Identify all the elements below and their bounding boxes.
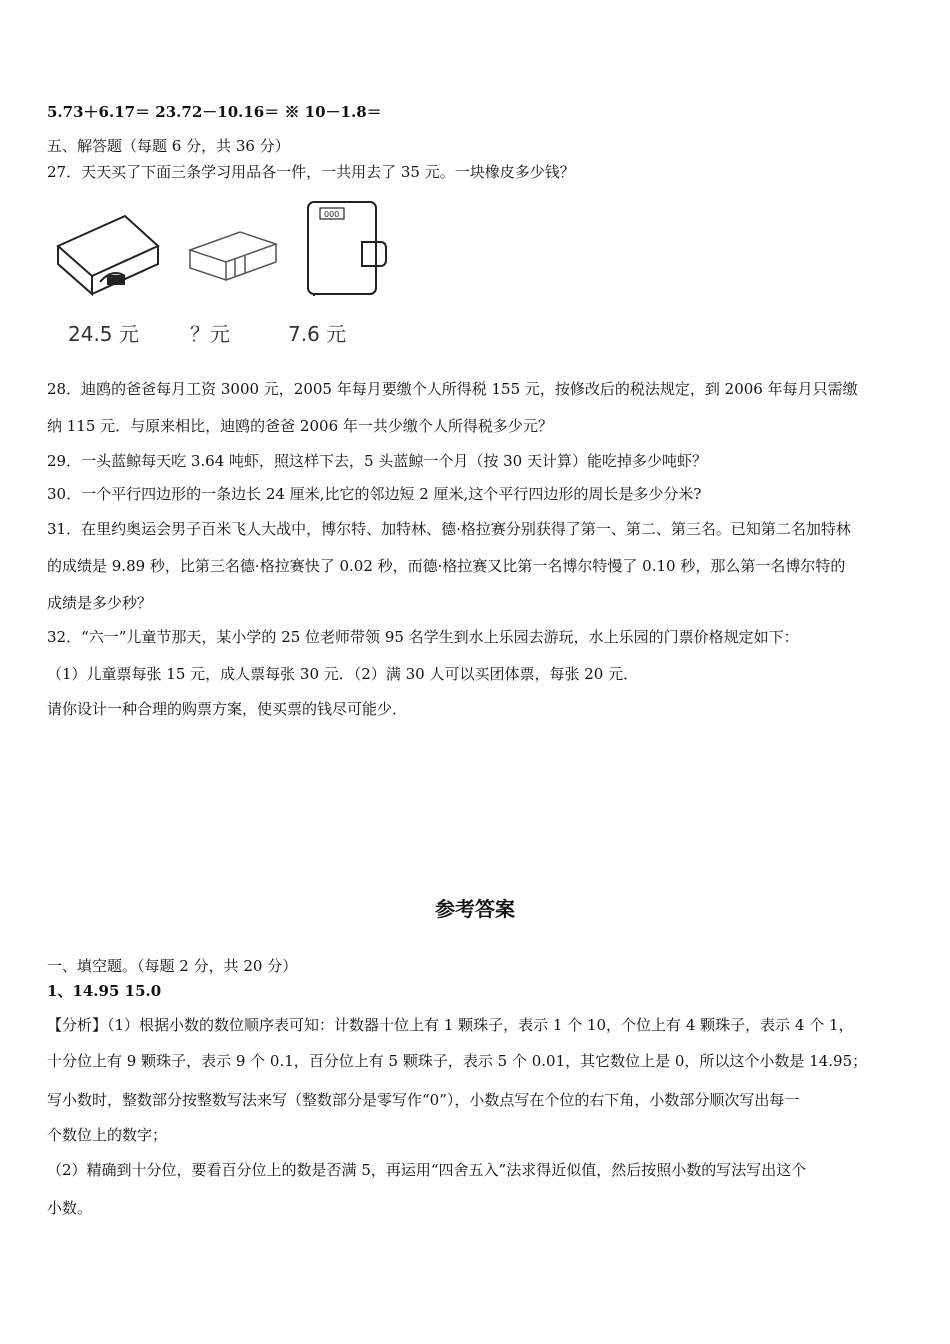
question-28: 28．迪鸥的爸爸每月工资 3000 元，2005 年每月要缴个人所得税 155 元，按修改后的税法规定，到 2006 年每月只需缴 (47, 380, 858, 398)
eraser-price: ？元 (190, 322, 230, 346)
answer-1: 1、14.95 15.0 (47, 982, 162, 1000)
notebook-icon (308, 202, 386, 296)
question-28-cont: 纳 115 元．与原来相比，迪鸥的爸爸 2006 年一共少缴个人所得税多少元？ (47, 417, 553, 435)
analysis-line-5: （2）精确到十分位，要看百分位上的数是否满 5，再运用“四舍五入”法求得近似值，然后按照小数的写法写出这个 (47, 1161, 807, 1179)
answer-title: 参考答案 (435, 897, 515, 921)
analysis-line-2: 十分位上有 9 颗珠子，表示 9 个 0.1，百分位上有 5 颗珠子，表示 5 个 0.01，其它数位上是 0，所以这个小数是 14.95； (47, 1052, 868, 1070)
pencil-case-icon (58, 216, 158, 294)
question-29: 29．一头蓝鲸每天吃 3.64 吨虾，照这样下去，5 头蓝鲸一个月（按 30 天计算）能吃掉多少吨虾？ (47, 452, 707, 470)
stationery-figure (50, 196, 390, 321)
analysis-line-3: 写小数时，整数部分按整数写法来写（整数部分是零写作“0”），小数点写在个位的右下角，小数部分顺次写出每一 (47, 1091, 800, 1109)
section-five-heading: 五、解答题（每题 6 分，共 36 分） (47, 137, 290, 155)
notebook-price: 7.6 元 (288, 322, 347, 346)
question-32: 32．“六一”儿童节那天，某小学的 25 位老师带领 95 名学生到水上乐园去游玩，水上乐园的门票价格规定如下： (47, 628, 799, 646)
answer-section-one-heading: 一、填空题。（每题 2 分，共 20 分） (47, 957, 298, 975)
question-30: 30．一个平行四边形的一条边长 24 厘米,比它的邻边短 2 厘米,这个平行四边形的周长是多少分米? (47, 485, 702, 503)
analysis-line-4: 个数位上的数字； (47, 1126, 168, 1144)
question-27: 27．天天买了下面三条学习用品各一件，一共用去了 35 元。一块橡皮多少钱？ (47, 163, 575, 181)
question-32-task: 请你设计一种合理的购票方案，使买票的钱尽可能少． (47, 700, 408, 718)
question-31: 31．在里约奥运会男子百米飞人大战中，博尔特、加特林、德·格拉赛分别获得了第一、第二、第三名。已知第二名加特林 (47, 520, 851, 538)
question-31-cont2: 成绩是多少秒？ (47, 594, 153, 612)
question-32-rules: （1）儿童票每张 15 元，成人票每张 30 元．（2）满 30 人可以买团体票，每张 20 元． (47, 665, 639, 683)
notebook-label: 000 (324, 210, 340, 219)
analysis-line-6: 小数。 (47, 1199, 93, 1217)
pencil-case-price: 24.5 元 (68, 322, 139, 346)
arith-line: 5.73＋6.17＝ 23.72－10.16＝ ※ 10－1.8＝ (47, 103, 382, 121)
analysis-line-1: 【分析】（1）根据小数的数位顺序表可知：计数器十位上有 1 颗珠子，表示 1 个 10，个位上有 4 颗珠子，表示 4 个 1， (47, 1016, 854, 1034)
eraser-icon (190, 232, 276, 280)
question-31-cont: 的成绩是 9.89 秒，比第三名德·格拉赛快了 0.02 秒，而德·格拉赛又比第一名博尔特慢了 0.10 秒，那么第一名博尔特的 (47, 557, 846, 575)
